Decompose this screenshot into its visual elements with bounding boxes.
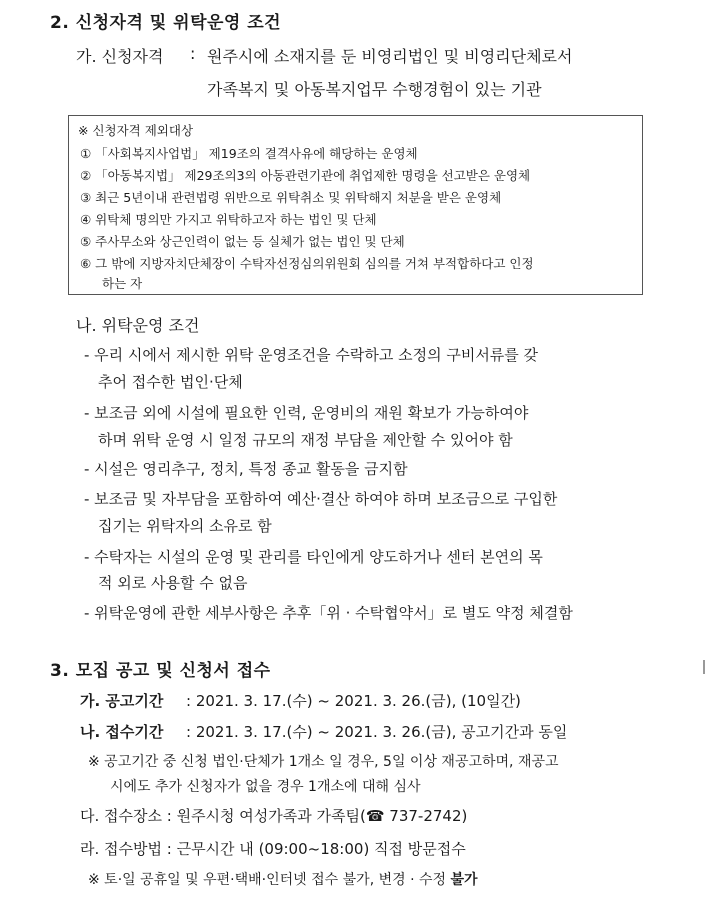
qualification-colon: : [190,44,196,63]
submission-place: 다. 접수장소 : 원주시청 여성가족과 가족팀(☎ 737-2742) [80,807,468,825]
restriction-emphasis: 불가 [450,872,478,888]
condition-line: - 시설은 영리추구, 정치, 특정 종교 활동을 금지함 [84,460,408,478]
section2-title: 2. 신청자격 및 위탁운영 조건 [50,13,282,33]
notice-period-value: : 2021. 3. 17.(수) ~ 2021. 3. 26.(금), (10일간) [186,692,521,710]
submission-period-value: : 2021. 3. 17.(수) ~ 2021. 3. 26.(금), 공고기간과 동일 [186,723,568,741]
qualification-label: 가. 신청자격 [76,47,164,66]
notice-period-label: 가. 공고기간 [80,692,164,710]
scan-margin-mark [703,660,705,674]
condition-line-continued: 적 외로 사용할 수 없음 [98,574,248,592]
re-notice-note: ※ 공고기간 중 신청 법인·단체가 1개소 일 경우, 5일 이상 재공고하며, 재공고 [88,754,559,770]
operation-conditions-label: 나. 위탁운영 조건 [76,316,200,335]
exclusion-item: ① 「사회복지사업법」 제19조의 결격사유에 해당하는 운영체 [80,146,418,161]
exclusion-item: ② 「아동복지법」 제29조의3의 아동관련기관에 취업제한 명령을 선고받은 운영체 [80,168,531,183]
submission-restriction-note [88,869,478,889]
condition-line: - 우리 시에서 제시한 위탁 운영조건을 수락하고 소정의 구비서류를 갖 [84,346,539,364]
condition-line: - 위탁운영에 관한 세부사항은 추후「위 · 수탁협약서」로 별도 약정 체결함 [84,604,573,622]
qualification-line-2: 가족복지 및 아동복지업무 수행경험이 있는 기관 [207,80,542,99]
submission-method: 라. 접수방법 : 근무시간 내 (09:00~18:00) 직접 방문접수 [80,840,466,858]
condition-line: - 보조금 및 자부담을 포함하여 예산·결산 하여야 하며 보조금으로 구입한 [84,490,558,508]
section3-title: 3. 모집 공고 및 신청서 접수 [50,661,271,681]
exclusion-item: ⑥ 그 밖에 지방자치단체장이 수탁자선정심의위원회 심의를 거쳐 부적합하다고 인정 [80,256,534,271]
exclusion-heading: ※ 신청자격 제외대상 [78,123,194,138]
condition-line-continued: 집기는 위탁자의 소유로 함 [98,517,272,535]
exclusion-item-continued: 하는 자 [102,276,143,291]
exclusion-item: ⑤ 주사무소와 상근인력이 없는 등 실체가 없는 법인 및 단체 [80,234,405,249]
condition-line: - 수탁자는 시설의 운영 및 관리를 타인에게 양도하거나 센터 본연의 목 [84,548,543,566]
submission-period-label: 나. 접수기간 [80,723,164,741]
restriction-text: ※ 토·일 공휴일 및 우편·택배·인터넷 접수 불가, 변경 · 수정 [88,872,451,888]
condition-line-continued: 하며 위탁 운영 시 일정 규모의 재정 부담을 제안할 수 있어야 함 [98,431,513,449]
condition-line-continued: 추어 접수한 법인·단체 [98,373,243,391]
re-notice-note-continued: 시에도 추가 신청자가 없을 경우 1개소에 대해 심사 [110,779,421,795]
qualification-line-1: 원주시에 소재지를 둔 비영리법인 및 비영리단체로서 [207,47,573,66]
exclusion-item: ③ 최근 5년이내 관련법령 위반으로 위탁취소 및 위탁해지 처분을 받은 운영체 [80,190,502,205]
exclusion-item: ④ 위탁체 명의만 가지고 위탁하고자 하는 법인 및 단체 [80,212,377,227]
condition-line: - 보조금 외에 시설에 필요한 인력, 운영비의 재원 확보가 가능하여야 [84,404,529,422]
